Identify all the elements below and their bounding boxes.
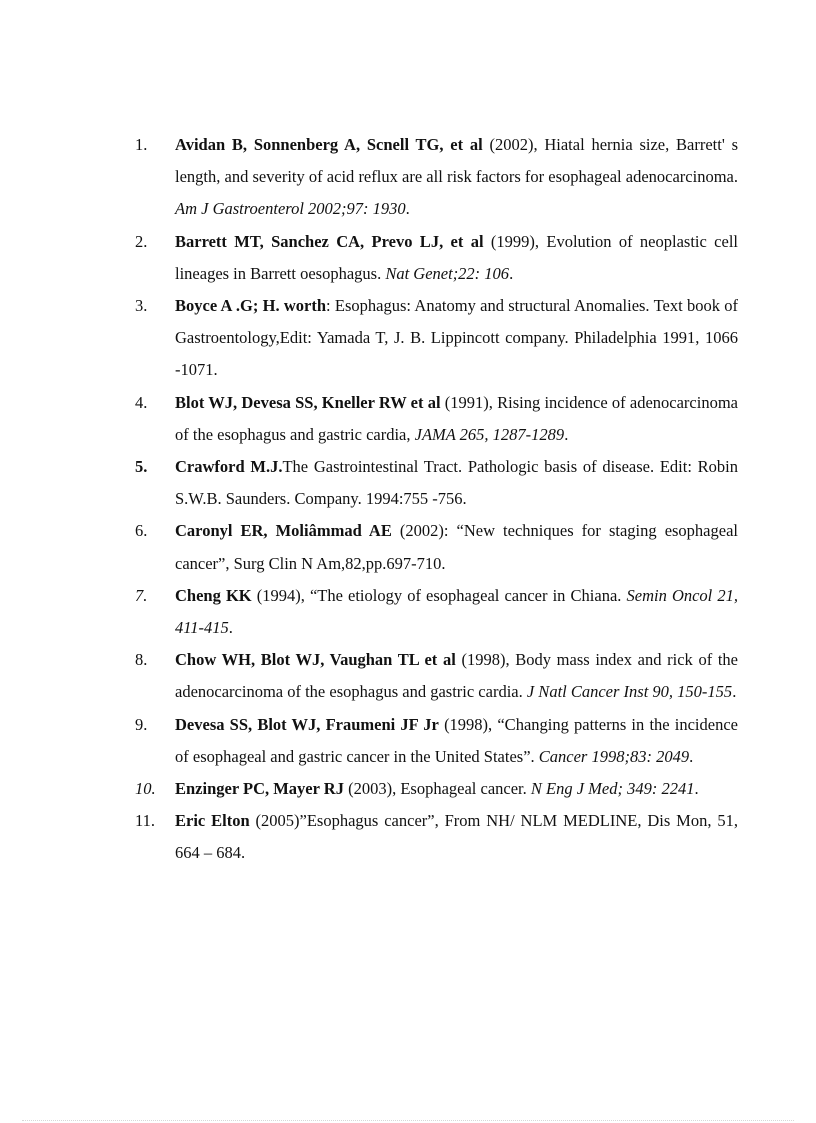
reference-end: . <box>694 779 699 799</box>
reference-authors: Chow WH, Blot WJ, Vaughan TL et al <box>175 650 456 670</box>
reference-end: . <box>509 263 514 283</box>
reference-item <box>135 515 738 579</box>
reference-authors: Boyce A .G; H. worth <box>175 296 327 316</box>
reference-authors: Cheng KK <box>175 585 252 605</box>
reference-number: 1. <box>135 135 148 154</box>
reference-item <box>135 709 738 773</box>
reference-number: 2. <box>135 231 148 251</box>
reference-source: J Natl Cancer Inst 90, 150-155 <box>526 682 733 702</box>
reference-source: Semin Oncol 21, 411-415 <box>175 585 738 638</box>
reference-item <box>135 129 738 226</box>
reference-item <box>135 387 738 451</box>
reference-item <box>135 290 738 387</box>
reference-item <box>135 451 738 515</box>
reference-authors: Enzinger PC, Mayer RJ <box>175 779 344 799</box>
reference-list <box>135 129 738 870</box>
reference-authors: Crawford M.J. <box>175 457 283 477</box>
reference-end: . <box>228 618 233 638</box>
reference-number: 10. <box>135 779 156 799</box>
reference-number: 3. <box>135 296 148 316</box>
reference-text: (1998), Body mass index and rick of the adenocarcinoma of the esophagus and gastric cardia. <box>175 650 739 702</box>
reference-number: 6. <box>135 521 148 541</box>
reference-number: 7. <box>135 585 148 605</box>
reference-authors: Eric Elton <box>175 811 250 831</box>
reference-text: : Esophagus: Anatomy and structural Anomalies. Text book of Gastroentology,Edit: Yamada T, J. B. Lippincott company. Philadelphia 1991, 1066 -1071. <box>175 296 739 380</box>
reference-authors: Caronyl ER, Moliâmmad AE <box>175 521 392 541</box>
reference-authors: Devesa SS, Blot WJ, Fraumeni JF Jr <box>175 714 439 734</box>
reference-source: Am J Gastroenterol 2002;97: 1930 <box>175 199 406 219</box>
page-bottom-rule <box>22 1120 794 1121</box>
reference-text: (2003), Esophageal cancer. <box>343 779 531 799</box>
reference-end: . <box>732 682 737 702</box>
reference-number: 11. <box>135 811 156 831</box>
reference-text: (1999), Evolution of neoplastic cell lineages in Barrett oesophagus. <box>175 231 738 283</box>
reference-item <box>135 580 738 644</box>
reference-item <box>135 226 738 290</box>
reference-item <box>135 805 738 869</box>
reference-number: 8. <box>135 650 148 670</box>
reference-number: 5. <box>135 457 148 477</box>
reference-item <box>135 644 738 708</box>
reference-text: The Gastrointestinal Tract. Pathologic basis of disease. Edit: Robin S.W.B. Saunders. Company. 1994:755 -756. <box>175 457 738 509</box>
reference-end: . <box>405 199 410 219</box>
reference-text: (2005)”Esophagus cancer”, From NH/ NLM MEDLINE, Dis Mon, 51, 664 – 684. <box>175 811 738 863</box>
reference-text: (2002): “New techniques for staging esophageal cancer”, Surg Clin N Am,82,pp.697-710. <box>175 521 738 573</box>
reference-text: (1994), “The etiology of esophageal cancer in Chiana. <box>251 585 627 605</box>
reference-authors: Avidan B, Sonnenberg A, Scnell TG, et al <box>175 135 483 154</box>
reference-source: Cancer 1998;83: 2049 <box>538 746 690 766</box>
reference-number: 4. <box>135 392 148 412</box>
reference-text: (2002), Hiatal hernia size, Barrett' s length, and severity of acid reflux are all risk factors for esophageal adenocarcinoma. <box>175 135 738 187</box>
reference-end: . <box>689 746 694 766</box>
reference-authors: Barrett MT, Sanchez CA, Prevo LJ, et al <box>175 231 484 251</box>
reference-authors: Blot WJ, Devesa SS, Kneller RW et al <box>175 392 441 412</box>
reference-source: Nat Genet;22: 106 <box>385 263 510 283</box>
reference-number: 9. <box>135 714 148 734</box>
reference-source: JAMA 265, 1287-1289 <box>414 424 565 444</box>
reference-text: (1991), Rising incidence of adenocarcinoma of the esophagus and gastric cardia, <box>175 392 738 444</box>
reference-item <box>135 773 738 805</box>
reference-end: . <box>564 424 569 444</box>
reference-text: (1998), “Changing patterns in the incidence of esophageal and gastric cancer in the United States”. <box>175 714 738 766</box>
reference-source: N Eng J Med; 349: 2241 <box>530 779 695 799</box>
